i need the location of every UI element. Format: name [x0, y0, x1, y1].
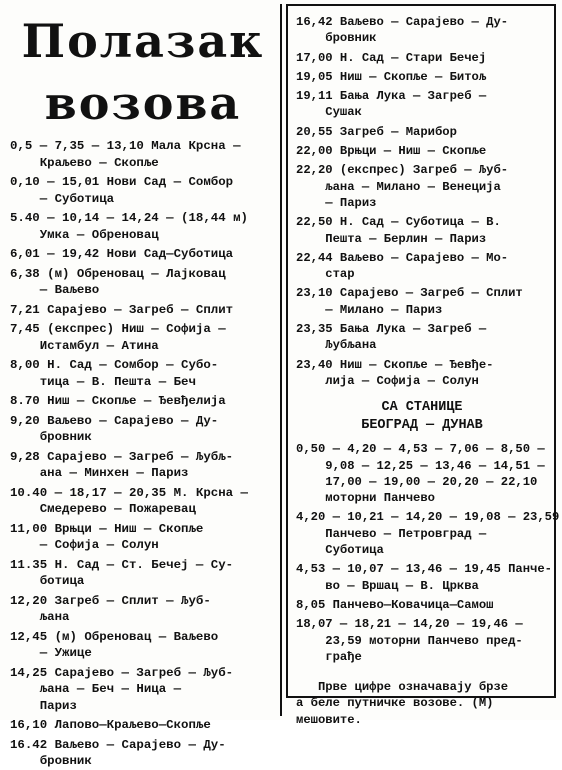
timetable-entry: 22,00 Врњци — Ниш — Скопље — [296, 144, 487, 159]
dunav-timetable — [296, 441, 560, 665]
timetable-entry: 8,00 Н. Сад — Сомбор — Субо- тица — В. Пешта — Беч — [10, 358, 219, 389]
timetable-entry: 22,50 Н. Сад — Суботица — В. Пешта — Берлин — Париз — [296, 215, 501, 246]
timetable-entry: 7,21 Сарајево — Загреб — Сплит — [10, 302, 234, 317]
timetable-entry: 6,01 — 19,42 Нови Сад—Суботица — [10, 247, 234, 261]
timetable-entry: 4,20 — 10,21 — 14,20 — 19,08 — 23,59 Панчево — Петровград — Суботица — [296, 510, 560, 558]
timetable-entry: 23,10 Сарајево — Загреб — Сплит — Милано — Париз — [296, 286, 523, 317]
timetable-entry: 20,55 Загреб — Марибор — [296, 124, 457, 139]
timetable-entry: 8,05 Панчево—Ковачица—Самош — [296, 597, 494, 612]
timetable-entry: 8.70 Ниш — Скопље — Ђевђелија — [10, 394, 226, 408]
timetable-entry: 11,00 Врњци — Ниш — Скопље — Софија — Солун — [10, 521, 204, 552]
footnote: Прве цифре означавају брзе а беле путничке возове. (М) мешовите. — [296, 680, 509, 727]
page-title — [10, 10, 276, 134]
timetable-entry: 6,38 (м) Обреновац — Лајковац — Ваљево — [10, 266, 226, 297]
timetable-entry: 10.40 — 18,17 — 20,35 М. Крсна — Смедерево — Пожаревац — [10, 485, 248, 516]
timetable-entry: 0,10 — 15,01 Нови Сад — Сомбор — Суботица — [10, 175, 234, 206]
timetable-entry: 19,05 Ниш — Скопље — Битољ — [296, 69, 487, 84]
timetable-entry: 16.42 Ваљево — Сарајево — Ду- бровник — [10, 737, 226, 768]
left-column — [10, 4, 276, 768]
timetable-entry: 22,44 Ваљево — Сарајево — Мо- стар — [296, 250, 509, 282]
timetable-entry: 9,28 Сарајево — Загреб — Љубљ- ана — Минхен — Париз — [10, 449, 234, 480]
timetable-entry: 0,50 — 4,20 — 4,53 — 7,06 — 8,50 — 9,08 — 12,25 — 13,46 — 14,51 — 17,00 — 19,00 — 20,20 — 22,10 моторни Панчево — [296, 442, 545, 506]
timetable-entry: 16,42 Ваљево — Сарајево — Ду- бровник — [296, 15, 509, 46]
section-heading — [296, 399, 548, 435]
timetable-entry: 12,45 (м) Обреновац — Ваљево — Ужице — [10, 629, 219, 660]
timetable-entry: 16,10 Лапово—Краљево—Скопље — [10, 718, 211, 732]
timetable-entry: 9,20 Ваљево — Сарајево — Ду- бровник — [10, 413, 219, 444]
timetable-entry: 7,45 (експрес) Ниш — Софија — Истамбул — Атина — [10, 322, 226, 353]
timetable-entry: 19,11 Бања Лука — Загреб — Сушак — [296, 89, 487, 120]
timetable-entry: 5.40 — 10,14 — 14,24 — (18,44 м) Умка — Обреновац — [10, 211, 248, 242]
timetable-entry: 14,25 Сарајево — Загреб — Љуб- љана — Беч — Ница — Париз — [10, 665, 234, 713]
timetable-entry: 22,20 (експрес) Загреб — Љуб- љана — Милано — Венеција — Париз — [296, 163, 509, 210]
timetable-entry: 23,35 Бања Лука — Загреб — Љубљана — [296, 322, 487, 353]
section-heading-line-2: БЕОГРАД — ДУНАВ — [361, 418, 483, 434]
title-line-2: возова — [44, 76, 242, 130]
section-heading-line-1: СА СТАНИЦЕ — [381, 400, 463, 416]
right-column — [286, 4, 560, 727]
timetable-entry: 12,20 Загреб — Сплит — Љуб- љана — [10, 593, 211, 624]
timetable-entry: 18,07 — 18,21 — 14,20 — 19,46 — 23,59 моторни Панчево пред- грађе — [296, 617, 523, 664]
timetable-entry: 0,5 — 7,35 — 13,10 Мала Крсна — Краљево — Скопље — [10, 139, 241, 170]
right-timetable — [296, 14, 548, 389]
column-divider — [280, 4, 282, 716]
timetable-entry: 11.35 Н. Сад — Ст. Бечеј — Су- ботица — [10, 557, 234, 588]
timetable-entry: 4,53 — 10,07 — 13,46 — 19,45 Панче- во — Вршац — В. Црква — [296, 562, 552, 593]
title-line-1: Полазак — [21, 14, 265, 68]
timetable-entry: 17,00 Н. Сад — Стари Бечеј — [296, 50, 487, 65]
left-timetable — [10, 138, 276, 770]
timetable-entry: 23,40 Ниш — Скопље — Ђевђе- лија — Софија — Солун — [296, 357, 494, 388]
